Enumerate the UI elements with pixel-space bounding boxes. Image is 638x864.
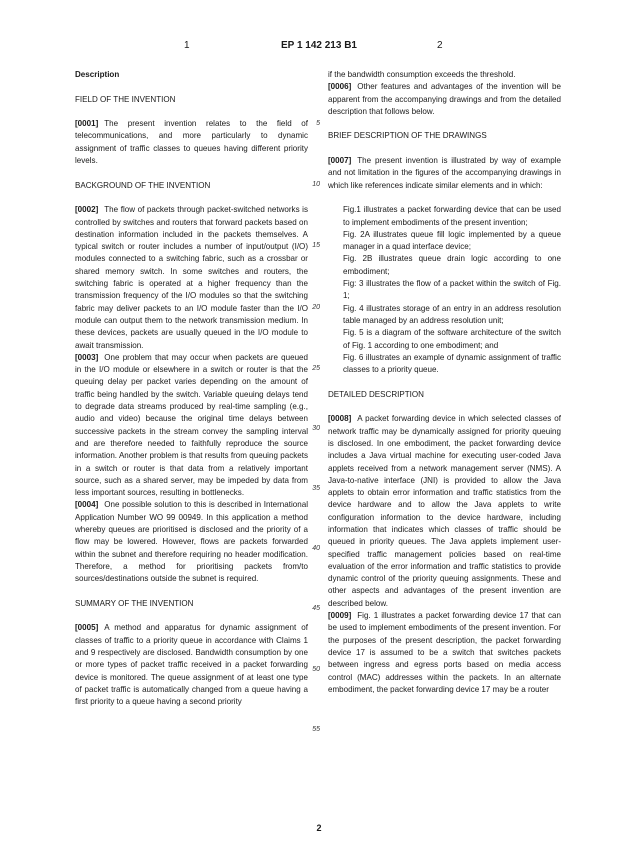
page-header [0, 40, 638, 56]
line-number: 35 [312, 485, 320, 492]
figure-item: Fig. 2B illustrates queue drain logic according to one embodiment; [343, 254, 561, 276]
paragraph-0009 [328, 610, 561, 696]
paragraph-0001 [75, 118, 308, 167]
line-number: 15 [312, 242, 320, 249]
background-heading: BACKGROUND OF THE INVENTION [75, 180, 211, 190]
paragraph-text: The present invention is illustrated by way of example and not limitation in the figures of the accompanying drawings in which like references indicate similar elements and in which: [328, 156, 561, 190]
line-number: 30 [312, 425, 320, 432]
summary-heading: SUMMARY OF THE INVENTION [75, 598, 194, 608]
figure-item: Fig. 5 is a diagram of the software architecture of the switch of Fig. 1 according to one embodiment; and [343, 328, 561, 350]
left-column [75, 69, 308, 708]
line-number: 45 [312, 605, 320, 612]
paragraph-text: One possible solution to this is described in International Application Number WO 99 00949. In this application a method whereby queues are prioritised is disclosed and the priority of a flow may be lowered. However, flows are packets forwarded within the subnet and therefore requiring no header modification. Therefore, a method for prioritising packets from/to sources/destinations outside the subnet is required. [75, 500, 308, 584]
line-number: 55 [312, 726, 320, 733]
line-number: 20 [312, 304, 320, 311]
figure-item: Fig. 2A illustrates queue fill logic implemented by a queue manager in a quad interface device; [343, 229, 561, 252]
figure-list [343, 204, 561, 376]
paragraph-number: [0002] [75, 205, 99, 215]
continued-text: if the bandwidth consumption exceeds the threshold. [328, 70, 516, 79]
line-number: 40 [312, 545, 320, 552]
figure-item: Fig. 4 illustrates storage of an entry in an address resolution table managed by an address resolution unit; [343, 303, 561, 325]
paragraph-0005 [75, 622, 308, 708]
paragraph-text: The flow of packets through packet-switched networks is controlled by switches and routers that forward packets based on destination information included in the packets themselves. A typical switch or router includes a number of input/output (I/O) modules connected to a switching fabric, such as a crossbar or shared memory switch. In some switches and routers, the switching fabric is operated at a higher frequency than the transmission frequency of the I/O modules so that the switching fabric may deliver packets to an I/O module faster than the I/O module can output them to the network transmission medium. In these devices, packets are usually queued in the I/O module to await transmission. [75, 205, 308, 350]
page-number: 2 [316, 823, 322, 833]
line-number: 10 [312, 181, 320, 188]
paragraph-text: One problem that may occur when packets are queued in the I/O module or elsewhere in a switch or router is that the queuing delay per packet varies depending on the amount of traffic being handled by the switch. Variable queuing delays tend to degrade data streams produced by real-time sampling (e.g., audio and video) because the original time delays between successive packets in the stream convey the sampling interval and are therefore needed to faithfully reproduce the source information. Another problem is that results from queuing packets in a switch or router is that data from a relatively important source, such as a shared server, may be impeded by data from less important sources, resulting in bottlenecks. [75, 352, 308, 498]
paragraph-0003 [75, 352, 308, 500]
patent-number: EP 1 142 213 B1 [281, 40, 357, 51]
paragraph-number: [0001] [75, 119, 99, 129]
paragraph-number: [0007] [328, 156, 352, 166]
line-number: 5 [316, 120, 320, 127]
line-number: 50 [312, 666, 320, 673]
paragraph-number: [0008] [328, 414, 352, 424]
paragraph-number: [0009] [328, 611, 352, 621]
field-heading: FIELD OF THE INVENTION [75, 94, 176, 104]
paragraph-number: [0005] [75, 623, 99, 633]
line-number: 25 [312, 365, 320, 372]
paragraph-text: Fig. 1 illustrates a packet forwarding device 17 that can be used to implement embodiments of the present invention. For the purposes of the present description, the packet forwarding device 17 is assumed to be a switch that switches packets between ingress and egress ports based on media access control (MAC) addresses within the packets. In an alternate embodiment, the packet forwarding device 17 may be a router [328, 611, 561, 694]
paragraph-0004 [75, 499, 308, 585]
paragraph-number: [0004] [75, 500, 99, 510]
paragraph-text: A method and apparatus for dynamic assignment of classes of traffic to a priority queue in accordance with Claims 1 and 9 respectively are disclosed. Bandwidth consumption by one or more types of packet traffic received in a packet forwarding device is monitored. The queue assignment of at least one type of packet traffic is automatically changed from a queue having a first priority to a queue having a second priority [75, 623, 308, 707]
paragraph-0006 [328, 81, 561, 118]
paragraph-number: [0003] [75, 352, 99, 362]
right-column [328, 69, 561, 696]
paragraph-0002 [75, 204, 308, 352]
brief-description-heading: BRIEF DESCRIPTION OF THE DRAWINGS [328, 131, 487, 141]
paragraph-text: Other features and advantages of the invention will be apparent from the accompanying drawings and from the detailed description that follows below. [328, 82, 561, 116]
paragraph-number: [0006] [328, 82, 352, 92]
paragraph-0008 [328, 413, 561, 610]
paragraph-text: The present invention relates to the field of telecommunications, and more particularly to dynamic assignment of traffic classes to queues having different priority levels. [75, 119, 308, 166]
paragraph-0007 [328, 155, 561, 192]
header-left-page-number: 1 [184, 40, 190, 51]
figure-item: Fig.1 illustrates a packet forwarding device that can be used to implement embodiments of the present invention; [343, 205, 561, 227]
header-right-page-number: 2 [437, 40, 443, 51]
figure-item: Fig. 6 illustrates an example of dynamic assignment of traffic classes to a priority queue. [343, 352, 561, 375]
paragraph-text: A packet forwarding device in which selected classes of network traffic may be dynamically assigned for priority queuing is disclosed. In one embodiment, the packet forwarding device includes a Java virtual machine for executing user-coded Java applets received from a network management server (NMS). A Java-to-native interface (JNI) is provided to allow the Java applets to obtain error information and traffic statistics from the device hardware and to allow the Java applets to write configuration information to the device hardware, including information that indicates which classes of traffic should be queued in priority queues. The Java applets implement user-specified traffic management policies based on real-time evaluation of the error information and traffic statistics to provide dynamic control of the priority queuing assignments. These and other aspects and advantages of the present invention are described below. [328, 414, 561, 608]
description-heading: Description [75, 70, 120, 79]
figure-item: Fig: 3 illustrates the flow of a packet within the switch of Fig. 1; [343, 279, 561, 301]
detailed-description-heading: DETAILED DESCRIPTION [328, 389, 424, 399]
